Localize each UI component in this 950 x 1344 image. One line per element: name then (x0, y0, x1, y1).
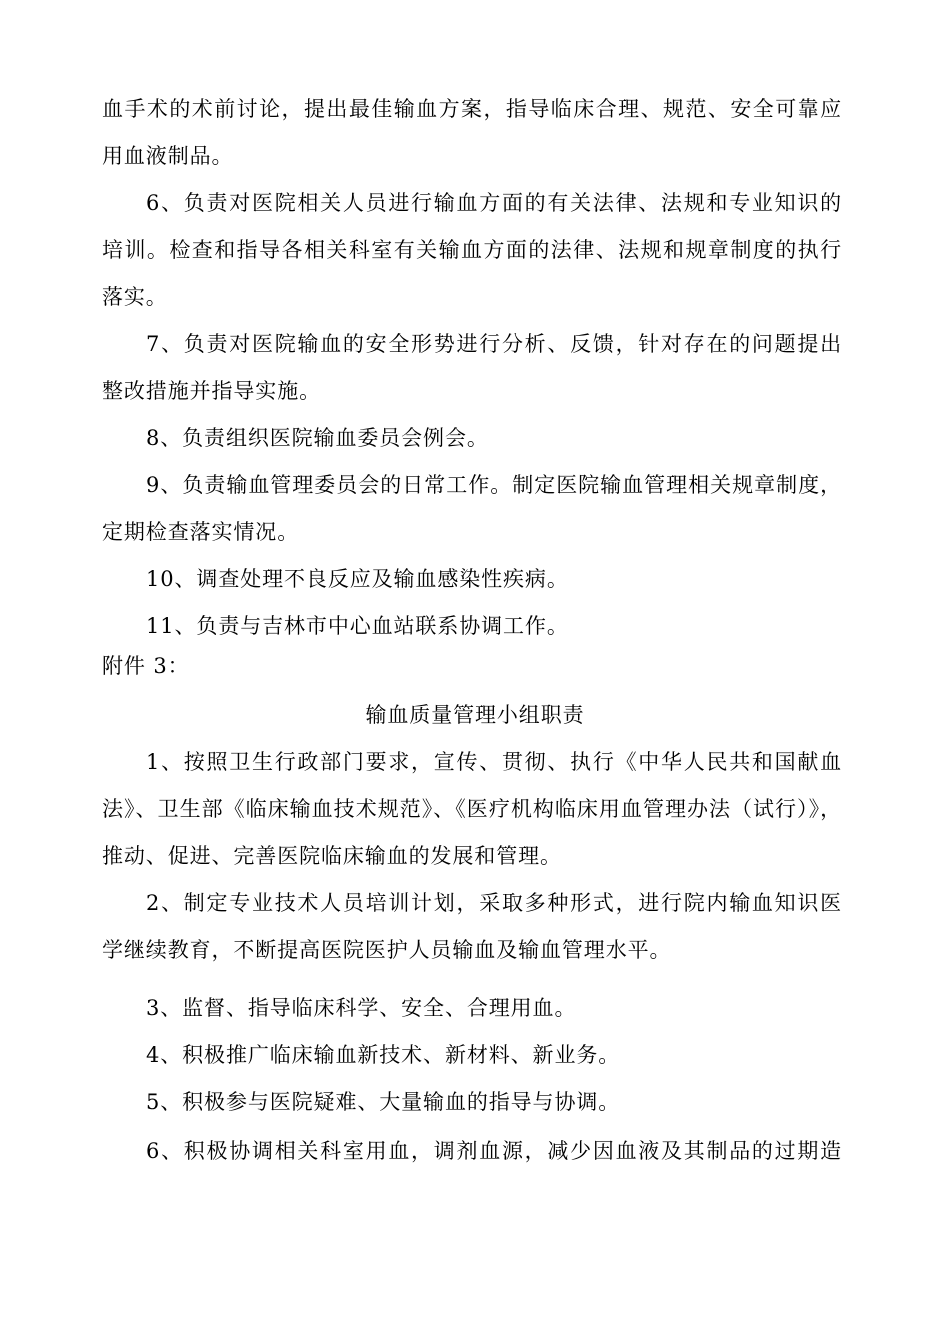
attachment-label: 附件 3： (102, 654, 190, 678)
text-line: 9、负责输血管理委员会的日常工作。制定医院输血管理相关规章制度， (146, 473, 842, 497)
text-line: 4、积极推广临床输血新技术、新材料、新业务。 (146, 1043, 621, 1067)
text-line: 用血液制品。 (102, 144, 234, 168)
text-line: 11、负责与吉林市中心血站联系协调工作。 (146, 614, 569, 638)
text-line: 1、按照卫生行政部门要求，宣传、贯彻、执行《中华人民共和国献血 (146, 750, 842, 774)
text-line: 血手术的术前讨论，提出最佳输血方案，指导临床合理、规范、安全可靠应 (102, 97, 842, 121)
text-line: 7、负责对医院输血的安全形势进行分析、反馈，针对存在的问题提出 (146, 332, 842, 356)
text-line: 学继续教育，不断提高医院医护人员输血及输血管理水平。 (102, 938, 672, 962)
text-line: 10、调查处理不良反应及输血感染性疾病。 (146, 567, 569, 591)
text-line: 2、制定专业技术人员培训计划，采取多种形式，进行院内输血知识医 (146, 891, 842, 915)
text-line: 法》、卫生部《临床输血技术规范》、《医疗机构临床用血管理办法（试行）》， (102, 797, 842, 821)
text-line: 6、积极协调相关科室用血，调剂血源，减少因血液及其制品的过期造 (146, 1139, 842, 1163)
text-line: 3、监督、指导临床科学、安全、合理用血。 (146, 996, 577, 1020)
text-line: 定期检查落实情况。 (102, 520, 300, 544)
text-line: 落实。 (102, 285, 168, 309)
text-line: 8、负责组织医院输血委员会例会。 (146, 426, 489, 450)
text-line: 6、负责对医院相关人员进行输血方面的有关法律、法规和专业知识的 (146, 191, 842, 215)
text-line: 推动、促进、完善医院临床输血的发展和管理。 (102, 844, 562, 868)
text-line: 培训。检查和指导各相关科室有关输血方面的法律、法规和规章制度的执行 (102, 238, 842, 262)
section-title: 输血质量管理小组职责 (365, 703, 585, 727)
text-line: 整改措施并指导实施。 (102, 379, 321, 403)
text-line: 5、积极参与医院疑难、大量输血的指导与协调。 (146, 1090, 621, 1114)
